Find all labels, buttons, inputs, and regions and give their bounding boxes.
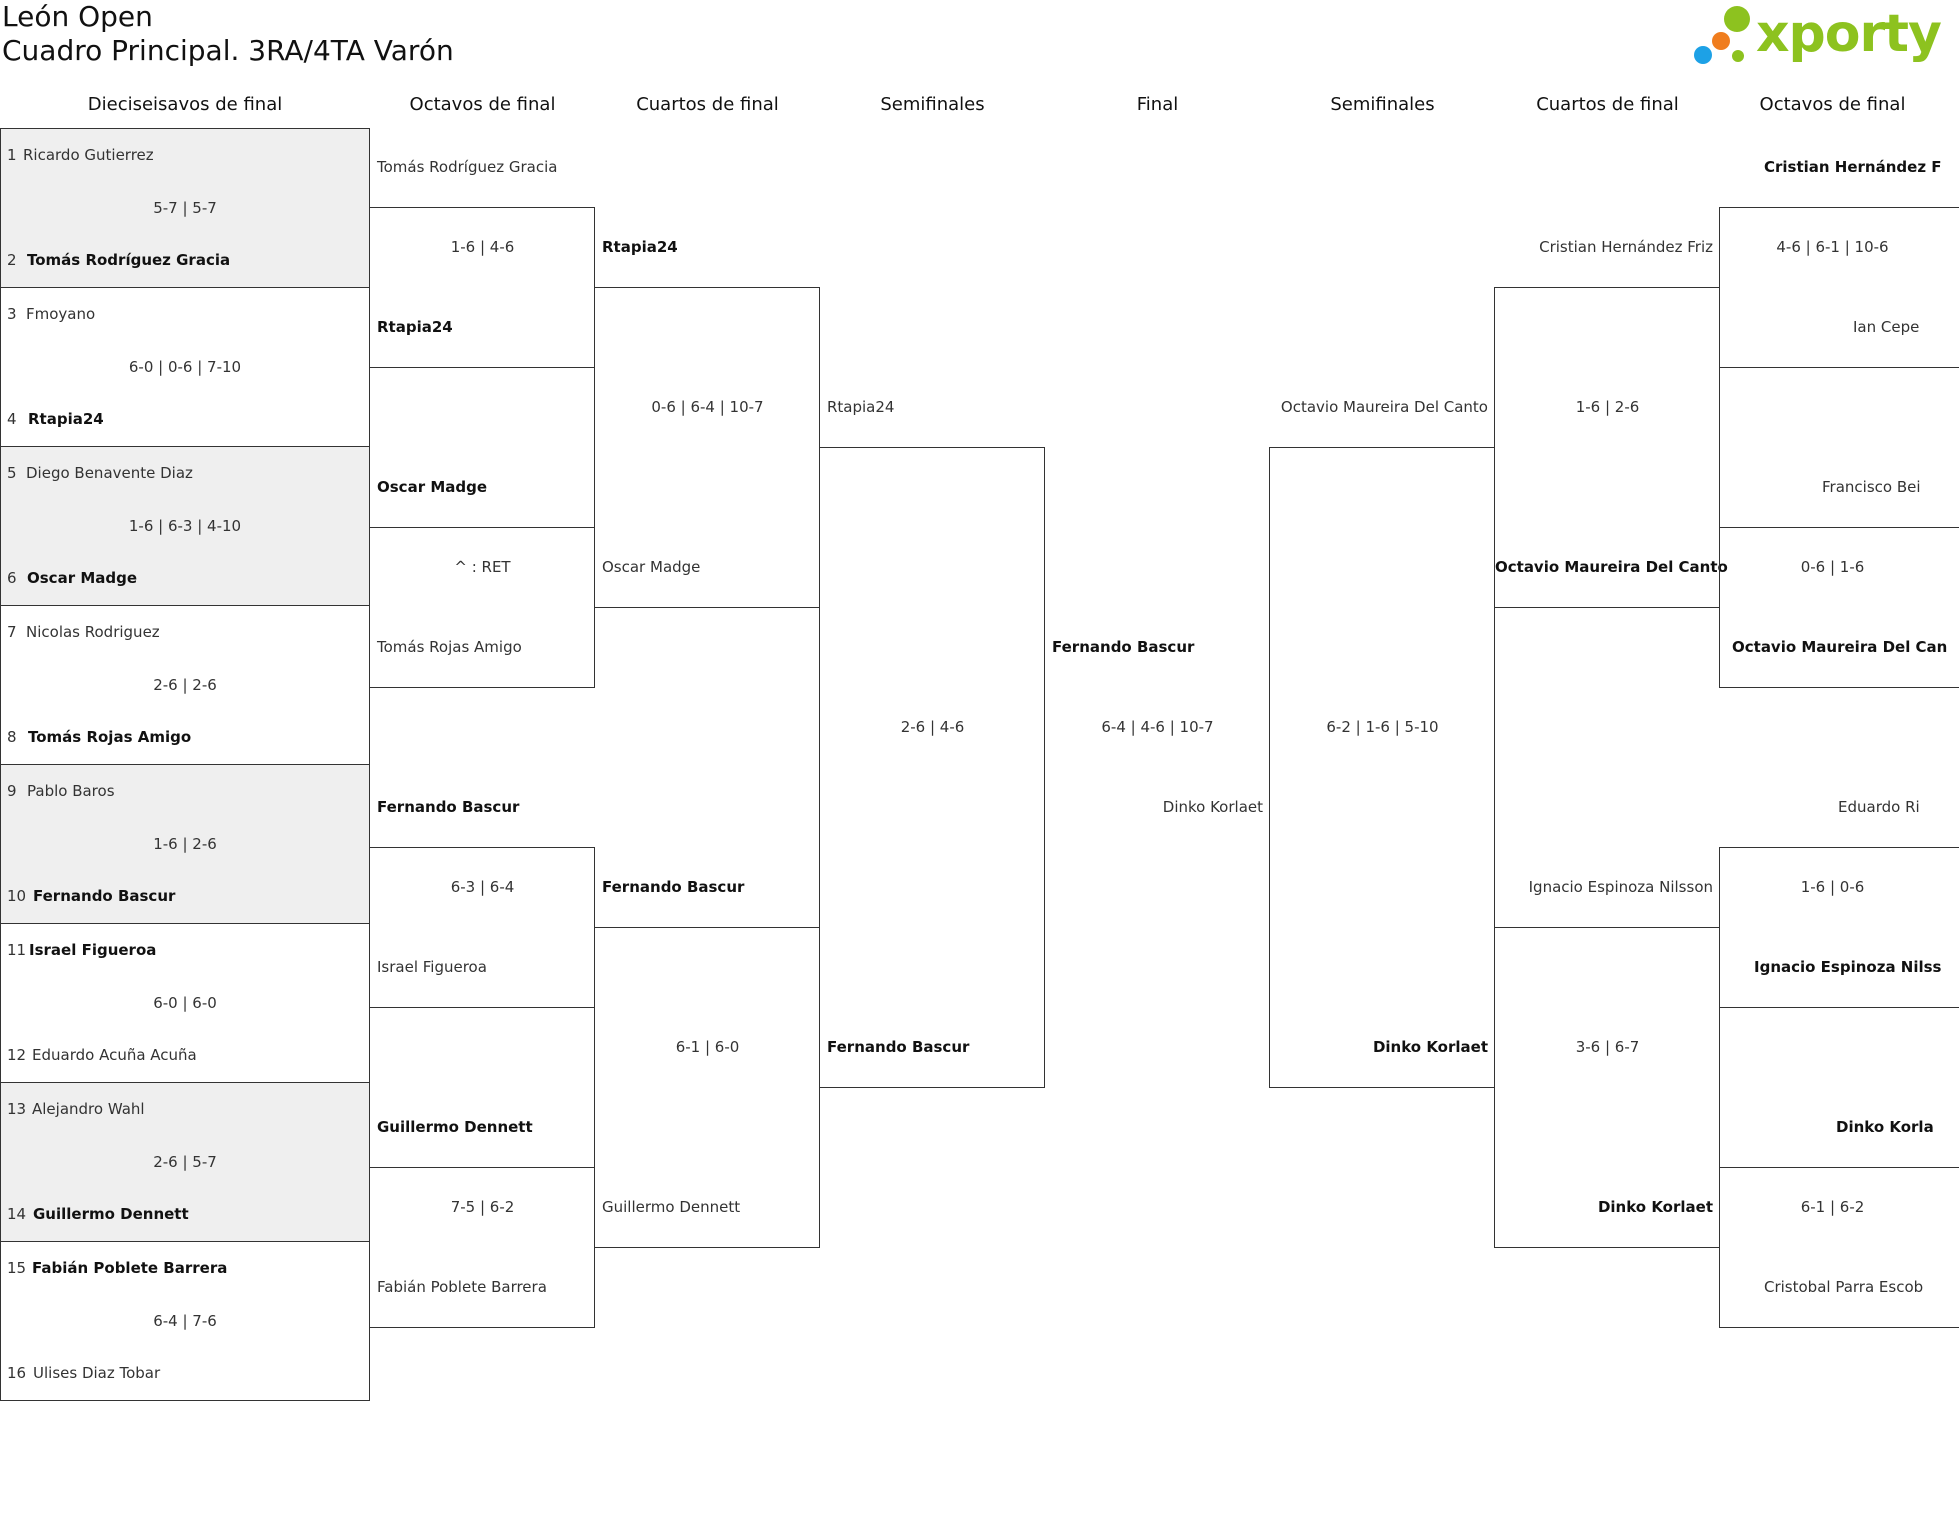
player-seed: 2 [7, 251, 17, 269]
player-seed: 4 [7, 410, 17, 428]
match-box [1719, 527, 1959, 688]
player-name-winner: Fernando Bascur [377, 798, 520, 816]
player-name-winner: Fernando Bascur [602, 878, 745, 896]
player-name: Francisco Bei [1822, 478, 1921, 496]
logo-dot-blue [1694, 46, 1712, 64]
logo-dot-small-green [1732, 50, 1744, 62]
player-name: Rtapia24 [827, 398, 895, 416]
match-score: 1-6 | 2-6 [153, 835, 217, 853]
player-name-winner: Guillermo Dennett [33, 1205, 189, 1223]
player-name-winner: Fabián Poblete Barrera [32, 1259, 228, 1277]
player-name: Eduardo Ri [1838, 798, 1920, 816]
player-name-winner: Oscar Madge [377, 478, 488, 496]
match-score: 1-6 | 4-6 [450, 238, 515, 256]
player-name: Cristobal Parra Escob [1764, 1278, 1924, 1296]
player-name-winner: Rtapia24 [377, 318, 453, 336]
match-box [369, 207, 595, 368]
round-header: Final [1136, 94, 1179, 115]
match-score: 6-3 | 6-4 [450, 878, 515, 896]
match-score: 6-0 | 0-6 | 7-10 [128, 358, 242, 376]
player-name-winner: Rtapia24 [28, 410, 104, 428]
match-score: 7-5 | 6-2 [450, 1198, 515, 1216]
match-score: 2-6 | 4-6 [900, 718, 965, 736]
player-name-winner: Dinko Korlaet [1597, 1198, 1713, 1216]
player-seed: 14 [7, 1205, 27, 1223]
player-seed: 1 [7, 146, 17, 164]
player-name-winner: Dinko Korla [1836, 1118, 1934, 1136]
player-name-winner: Israel Figueroa [29, 941, 157, 959]
player-name: Israel Figueroa [377, 958, 487, 976]
player-name: Ricardo Gutierrez [23, 146, 154, 164]
player-name: Ulises Diaz Tobar [33, 1364, 161, 1382]
round-header: Semifinales [1330, 94, 1435, 115]
player-name-winner: Tomás Rodríguez Gracia [27, 251, 231, 269]
match-box [1719, 847, 1959, 1008]
round-header: Cuartos de final [636, 94, 779, 115]
match-score: 2-6 | 2-6 [153, 676, 217, 694]
player-name: Fabián Poblete Barrera [377, 1278, 547, 1296]
player-seed: 7 [7, 623, 17, 641]
match-score: 6-2 | 1-6 | 5-10 [1326, 718, 1439, 736]
logo-wordmark: xporty [1756, 4, 1941, 64]
match-box [1719, 207, 1959, 368]
match-box [1719, 1167, 1959, 1328]
draw-subtitle: Cuadro Principal. 3RA/4TA Varón [2, 34, 454, 67]
player-name: Oscar Madge [602, 558, 701, 576]
player-name: Eduardo Acuña Acuña [32, 1046, 197, 1064]
round-header: Octavos de final [409, 94, 556, 115]
player-name: Fmoyano [26, 305, 96, 323]
player-name: Dinko Korlaet [1162, 798, 1263, 816]
match-score: 3-6 | 6-7 [1575, 1038, 1640, 1056]
match-score: 1-6 | 2-6 [1575, 398, 1640, 416]
match-score: 6-0 | 6-0 [153, 994, 217, 1012]
player-name-winner: Octavio Maureira Del Can [1732, 638, 1948, 656]
player-seed: 12 [7, 1046, 27, 1064]
player-name: Ian Cepe [1853, 318, 1920, 336]
match-score: 0-6 | 6-4 | 10-7 [651, 398, 764, 416]
tournament-title: León Open [2, 0, 153, 33]
player-name: Alejandro Wahl [32, 1100, 145, 1118]
player-name: Ignacio Espinoza Nilsson [1528, 878, 1713, 896]
match-score: 6-1 | 6-2 [1800, 1198, 1865, 1216]
match-score: 6-1 | 6-0 [675, 1038, 740, 1056]
player-name-winner: Ignacio Espinoza Nilss [1754, 958, 1942, 976]
player-name-winner: Rtapia24 [602, 238, 678, 256]
match-score: 6-4 | 4-6 | 10-7 [1101, 718, 1214, 736]
player-name-winner: Octavio Maureira Del Canto [1495, 558, 1728, 576]
player-seed: 16 [7, 1364, 27, 1382]
match-score: 2-6 | 5-7 [153, 1153, 217, 1171]
player-name-winner: Guillermo Dennett [377, 1118, 533, 1136]
match-score: 1-6 | 6-3 | 4-10 [128, 517, 242, 535]
match-score: ^ : RET [454, 558, 511, 576]
round-header: Cuartos de final [1536, 94, 1679, 115]
player-name: Diego Benavente Diaz [26, 464, 193, 482]
round-header: Octavos de final [1759, 94, 1906, 115]
player-name-winner: Tomás Rojas Amigo [28, 728, 192, 746]
player-name-winner: Oscar Madge [27, 569, 138, 587]
player-seed: 11 [7, 941, 27, 959]
match-score: 0-6 | 1-6 [1800, 558, 1865, 576]
player-name: Pablo Baros [27, 782, 115, 800]
player-name-winner: Fernando Bascur [33, 887, 176, 905]
match-box [369, 1167, 595, 1328]
player-name: Tomás Rojas Amigo [377, 638, 522, 656]
player-name: Cristian Hernández Friz [1539, 238, 1713, 256]
player-name: Nicolas Rodriguez [26, 623, 160, 641]
player-seed: 8 [7, 728, 17, 746]
xporty-logo [1690, 2, 1941, 68]
match-score: 4-6 | 6-1 | 10-6 [1776, 238, 1889, 256]
player-seed: 6 [7, 569, 17, 587]
player-seed: 13 [7, 1100, 27, 1118]
round-header: Semifinales [880, 94, 985, 115]
player-seed: 5 [7, 464, 17, 482]
round-header: Dieciseisavos de final [87, 94, 283, 115]
match-score: 1-6 | 0-6 [1800, 878, 1865, 896]
player-seed: 3 [7, 305, 17, 323]
player-name-winner: Fernando Bascur [827, 1038, 970, 1056]
player-name-winner: Cristian Hernández F [1764, 158, 1942, 176]
player-name-winner: Dinko Korlaet [1372, 1038, 1488, 1056]
final-champion: Fernando Bascur [1052, 638, 1195, 656]
player-seed: 15 [7, 1259, 27, 1277]
match-box [369, 847, 595, 1008]
match-box [369, 527, 595, 688]
player-name: Guillermo Dennett [602, 1198, 741, 1216]
logo-dot-green [1724, 6, 1750, 32]
match-score: 5-7 | 5-7 [153, 199, 217, 217]
match-box [1269, 447, 1495, 1088]
match-score: 6-4 | 7-6 [153, 1312, 217, 1330]
player-seed: 10 [7, 887, 27, 905]
player-name: Tomás Rodríguez Gracia [377, 158, 558, 176]
player-seed: 9 [7, 782, 17, 800]
logo-dot-orange [1712, 32, 1730, 50]
player-name: Octavio Maureira Del Canto [1280, 398, 1488, 416]
match-box [819, 447, 1045, 1088]
